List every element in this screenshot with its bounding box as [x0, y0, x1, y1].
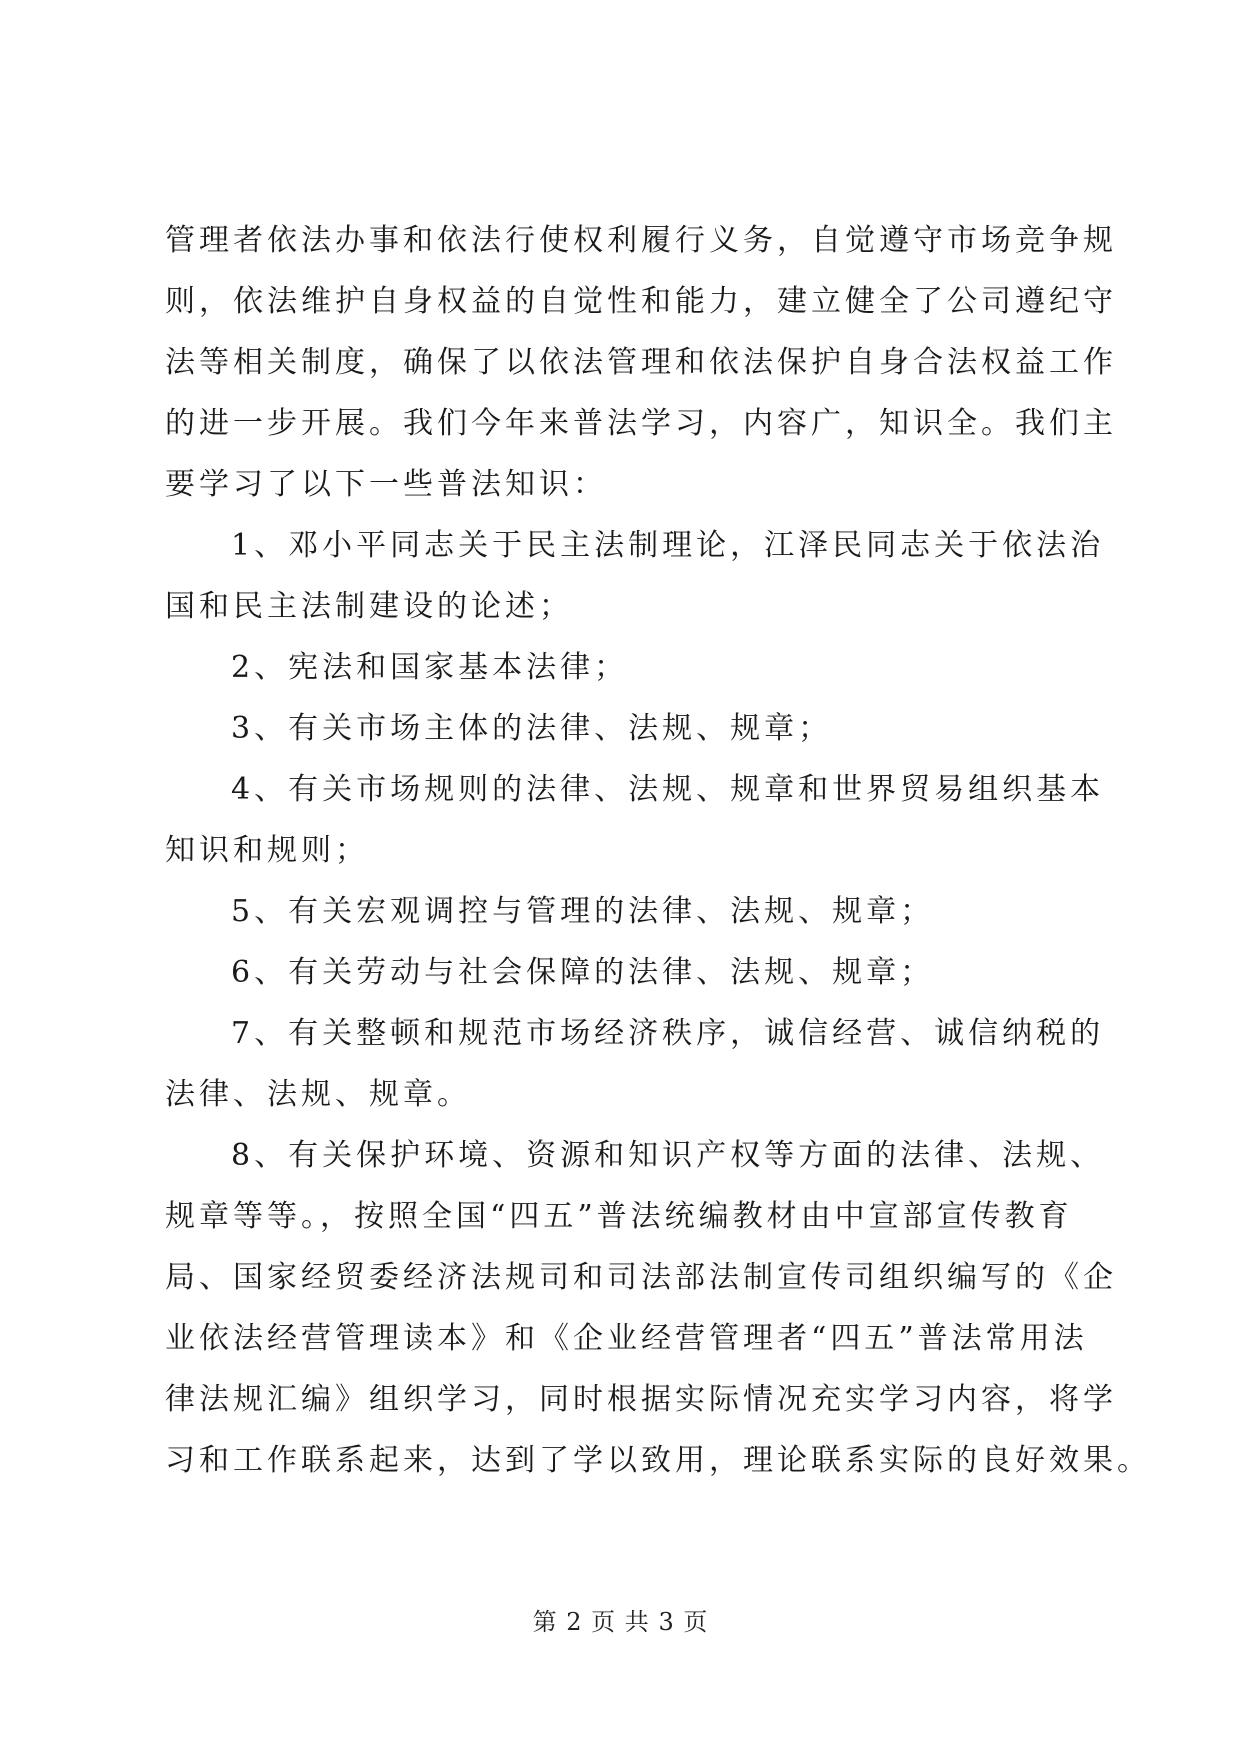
text-line: 法律、法规、规章。: [165, 1077, 471, 1112]
text-line: 3、有关市场主体的法律、法规、规章；: [231, 711, 833, 746]
text-line: 律法规汇编》组织学习，同时根据实际情况充实学习内容，将学: [165, 1382, 1117, 1417]
text-line: 知识和规则；: [165, 833, 369, 868]
text-line: 则，依法维护自身权益的自觉性和能力，建立健全了公司遵纪守: [165, 284, 1117, 319]
body-text: [165, 223, 1151, 1507]
text-line: 局、国家经贸委经济法规司和司法部法制宣传司组织编写的《企: [165, 1260, 1117, 1295]
text-line: 2、宪法和国家基本法律；: [231, 650, 629, 685]
text-line: 国和民主法制建设的论述；: [165, 589, 573, 624]
text-line: 的进一步开展。我们今年来普法学习，内容广，知识全。我们主: [165, 406, 1117, 441]
text-line: 8、有关保护环境、资源和知识产权等方面的法律、法规、: [231, 1138, 1105, 1173]
page-footer: 第 2 页 共 3 页: [532, 1608, 709, 1636]
text-line: 业依法经营管理读本》和《企业经营管理者“四五”普法常用法: [165, 1321, 1088, 1356]
text-line: 习和工作联系起来，达到了学以致用，理论联系实际的良好效果。: [165, 1443, 1151, 1478]
text-line: 4、有关市场规则的法律、法规、规章和世界贸易组织基本: [231, 772, 1105, 807]
text-line: 6、有关劳动与社会保障的法律、法规、规章；: [231, 955, 935, 990]
text-line: 法等相关制度，确保了以依法管理和依法保护自身合法权益工作: [165, 345, 1117, 380]
text-line: 1、邓小平同志关于民主法制理论，江泽民同志关于依法治: [231, 528, 1105, 563]
text-line: 5、有关宏观调控与管理的法律、法规、规章；: [231, 894, 935, 929]
text-line: 规章等等。，按照全国“四五”普法统编教材由中宣部宣传教育: [165, 1199, 1073, 1234]
text-line: 7、有关整顿和规范市场经济秩序，诚信经营、诚信纳税的: [231, 1016, 1105, 1051]
text-line: 管理者依法办事和依法行使权利履行义务，自觉遵守市场竞争规: [165, 223, 1117, 258]
text-line: 要学习了以下一些普法知识：: [165, 467, 607, 502]
